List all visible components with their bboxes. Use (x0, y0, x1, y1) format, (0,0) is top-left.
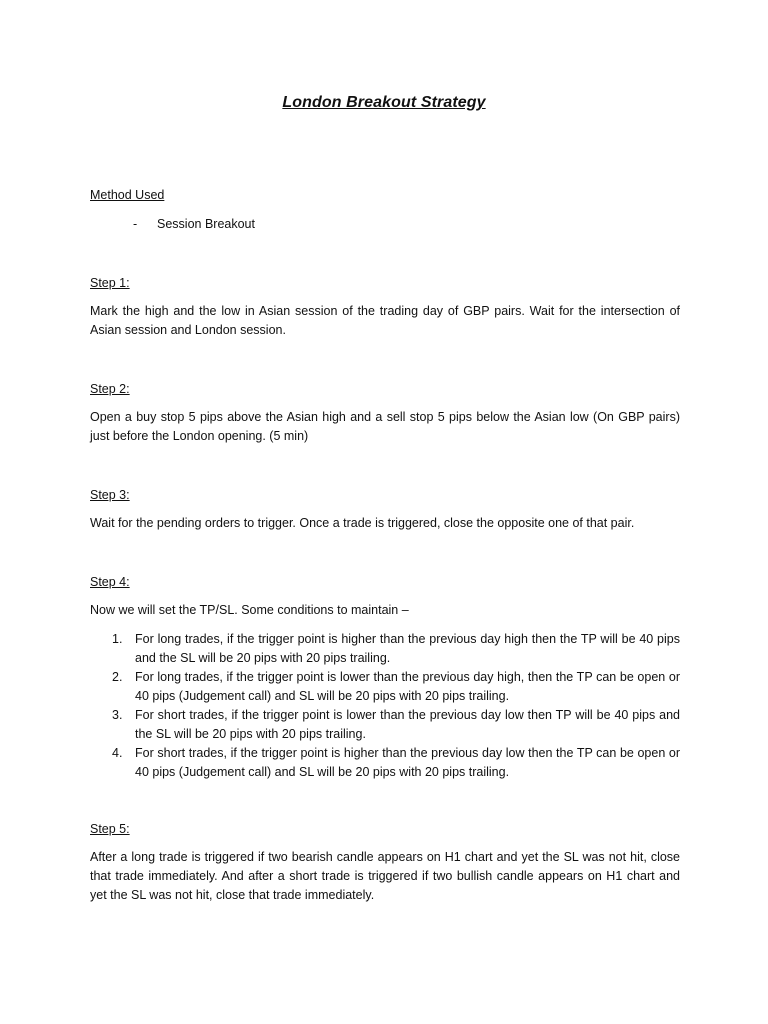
list-item-text: For short trades, if the trigger point is lower than the previous day low then TP will be 40 pips and the SL will be 20 pips with 20 pips trailing. (135, 708, 680, 741)
step-1-heading: Step 1: (90, 276, 130, 290)
list-item-number: 1. (112, 632, 123, 646)
method-heading: Method Used (90, 188, 165, 202)
list-item-number: 3. (112, 708, 123, 722)
list-item-text: For short trades, if the trigger point is higher than the previous day low then the TP can be open or 40 pips (Judgement call) and SL will be 20 pips with 20 pips trailing. (135, 746, 680, 779)
bullet-marker: - (133, 217, 138, 231)
list-item (112, 630, 680, 668)
step-3-heading: Step 3: (90, 488, 130, 502)
list-item (112, 744, 680, 782)
method-bullet-text: Session Breakout (157, 217, 255, 231)
step-3-text: Wait for the pending orders to trigger. Once a trade is triggered, close the opposite one of that pair. (90, 516, 635, 530)
list-item-number: 2. (112, 670, 123, 684)
document-title: London Breakout Strategy (282, 94, 486, 111)
method-bullet (133, 216, 255, 232)
step-2-text: Open a buy stop 5 pips above the Asian high and a sell stop 5 pips below the Asian low (On GBP pairs) just before the London opening. (5 min) (90, 410, 680, 443)
list-item-text: For long trades, if the trigger point is lower than the previous day high, then the TP can be open or 40 pips (Judgement call) and SL will be 20 pips with 20 pips trailing. (135, 670, 680, 703)
list-item (112, 668, 680, 706)
step-5-heading: Step 5: (90, 822, 130, 836)
list-item-number: 4. (112, 746, 123, 760)
step-5-text: After a long trade is triggered if two bearish candle appears on H1 chart and yet the SL was not hit, close that trade immediately. And after a short trade is triggered if two bullish candle appears on H1 chart and yet the SL was not hit, close that trade immediately. (90, 850, 680, 902)
step-2-heading: Step 2: (90, 382, 130, 396)
step-4-heading: Step 4: (90, 575, 130, 589)
step-4-text: Now we will set the TP/SL. Some conditions to maintain – (90, 603, 409, 617)
step-1-text: Mark the high and the low in Asian session of the trading day of GBP pairs. Wait for the intersection of Asian session and London session. (90, 304, 680, 337)
list-item-text: For long trades, if the trigger point is higher than the previous day high then the TP will be 40 pips and the SL will be 20 pips with 20 pips trailing. (135, 632, 680, 665)
list-item (112, 706, 680, 744)
conditions-list (112, 630, 680, 782)
